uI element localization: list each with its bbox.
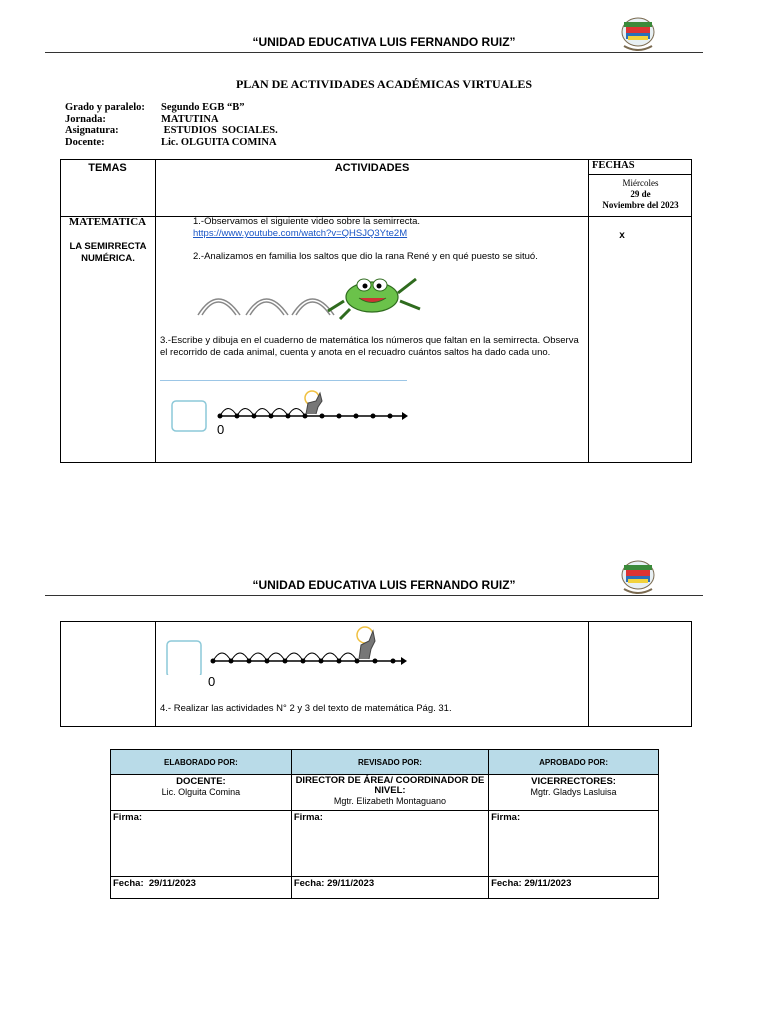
- col-header-temas: TEMAS: [88, 162, 127, 174]
- role-title: DIRECTOR DE ÁREA/ COORDINADOR DE NIVEL:: [295, 775, 485, 796]
- plan-title: PLAN DE ACTIVIDADES ACADÉMICAS VIRTUALES: [235, 77, 533, 91]
- number-line-illustration: [170, 389, 410, 439]
- activity-2: 2.-Analizamos en familia los saltos que dio la rana René y en qué puesto se situó.: [193, 251, 538, 262]
- date-day: 29 de: [630, 189, 651, 199]
- date-weekday: Miércoles: [622, 178, 659, 188]
- role-title: DOCENTE:: [176, 776, 226, 787]
- activity-3: 3.-Escribe y dibuja en el cuaderno de matemática los números que faltan en la semirrecta. Observa el recorrido de cada animal, cuenta y anota en el recuadro cuántos saltos ha dado cada uno.: [160, 335, 579, 358]
- video-link[interactable]: https://www.youtube.com/watch?v=QHSJQ3Yte2M: [193, 228, 408, 239]
- activities-table: [60, 159, 692, 463]
- fecha-cell: Fecha: 29/11/2023: [111, 877, 292, 899]
- answer-box: [172, 401, 206, 431]
- header-elaborado: ELABORADO POR:: [111, 750, 292, 775]
- role-cell-vicerrectores: [489, 775, 659, 811]
- header-revisado: REVISADO POR:: [291, 750, 488, 775]
- zero-label: 0: [217, 422, 225, 437]
- role-name: Mgtr. Gladys Lasluisa: [530, 787, 617, 797]
- fecha-cell: Fecha: 29/11/2023: [291, 877, 488, 899]
- row-divider: [588, 174, 692, 175]
- theme-subtitle: LA SEMIRRECTA NUMÉRICA.: [69, 241, 147, 264]
- signature-firma-row: [111, 811, 659, 877]
- subject-label: Asignatura:: [65, 125, 119, 136]
- shift-label: Jornada:: [65, 113, 106, 125]
- col-divider: [155, 621, 156, 727]
- header-aprobado: APROBADO POR:: [489, 750, 659, 775]
- frog-jumps-illustration: [194, 271, 422, 321]
- col-header-fechas: FECHAS: [592, 160, 635, 171]
- frog-icon: [328, 279, 420, 319]
- date-cell: [589, 178, 692, 211]
- number-line-illustration-2: [165, 623, 410, 675]
- col-header-actividades: ACTIVIDADES: [334, 162, 410, 174]
- activity-1: 1.-Observamos el siguiente video sobre la semirrecta.: [193, 216, 421, 227]
- grade-value: Segundo EGB “B”: [161, 102, 245, 113]
- role-cell-docente: [111, 775, 292, 811]
- header-rule-page2: [45, 595, 703, 596]
- role-cell-director: [291, 775, 488, 811]
- school-name: “UNIDAD EDUCATIVA LUIS FERNANDO RUIZ”: [252, 35, 516, 49]
- grade-label: Grado y paralelo:: [65, 102, 145, 113]
- firma-cell: Firma:: [291, 811, 488, 877]
- signature-header-row: [111, 750, 659, 775]
- signature-role-row: [111, 775, 659, 811]
- teacher-label: Docente:: [65, 136, 105, 148]
- info-values: [161, 102, 278, 148]
- info-labels: [65, 102, 145, 148]
- fecha-cell: Fecha: 29/11/2023: [489, 877, 659, 899]
- activity-4: 4.- Realizar las actividades N° 2 y 3 del texto de matemática Pág. 31.: [160, 703, 452, 714]
- firma-cell: Firma:: [111, 811, 292, 877]
- zero-label: 0: [208, 674, 216, 689]
- header-rule: [45, 52, 703, 53]
- date-mark: x: [619, 230, 625, 241]
- subject-value: ESTUDIOS SOCIALES.: [161, 125, 278, 136]
- donkey-icon: [305, 391, 322, 414]
- theme-title: MATEMATICA: [68, 216, 147, 228]
- signature-table: [110, 749, 659, 899]
- school-logo-icon: [618, 14, 658, 56]
- col-divider: [155, 159, 156, 463]
- school-name-page2: “UNIDAD EDUCATIVA LUIS FERNANDO RUIZ”: [252, 578, 516, 592]
- shift-value: MATUTINA: [161, 113, 219, 125]
- signature-fecha-row: [111, 877, 659, 899]
- answer-box: [167, 641, 201, 675]
- teacher-value: Lic. OLGUITA COMINA: [161, 136, 277, 148]
- role-title: VICERRECTORES:: [531, 776, 616, 787]
- firma-cell: Firma:: [489, 811, 659, 877]
- col-divider: [588, 621, 589, 727]
- activities-table-continued: [60, 621, 692, 727]
- donkey-icon: [357, 627, 375, 659]
- date-month-year: Noviembre del 2023: [602, 200, 679, 210]
- separator-line: [160, 380, 407, 381]
- school-logo-icon: [618, 557, 658, 599]
- role-name: Lic. Olguita Comina: [161, 787, 241, 797]
- role-name: Mgtr. Elizabeth Montaguano: [333, 796, 446, 806]
